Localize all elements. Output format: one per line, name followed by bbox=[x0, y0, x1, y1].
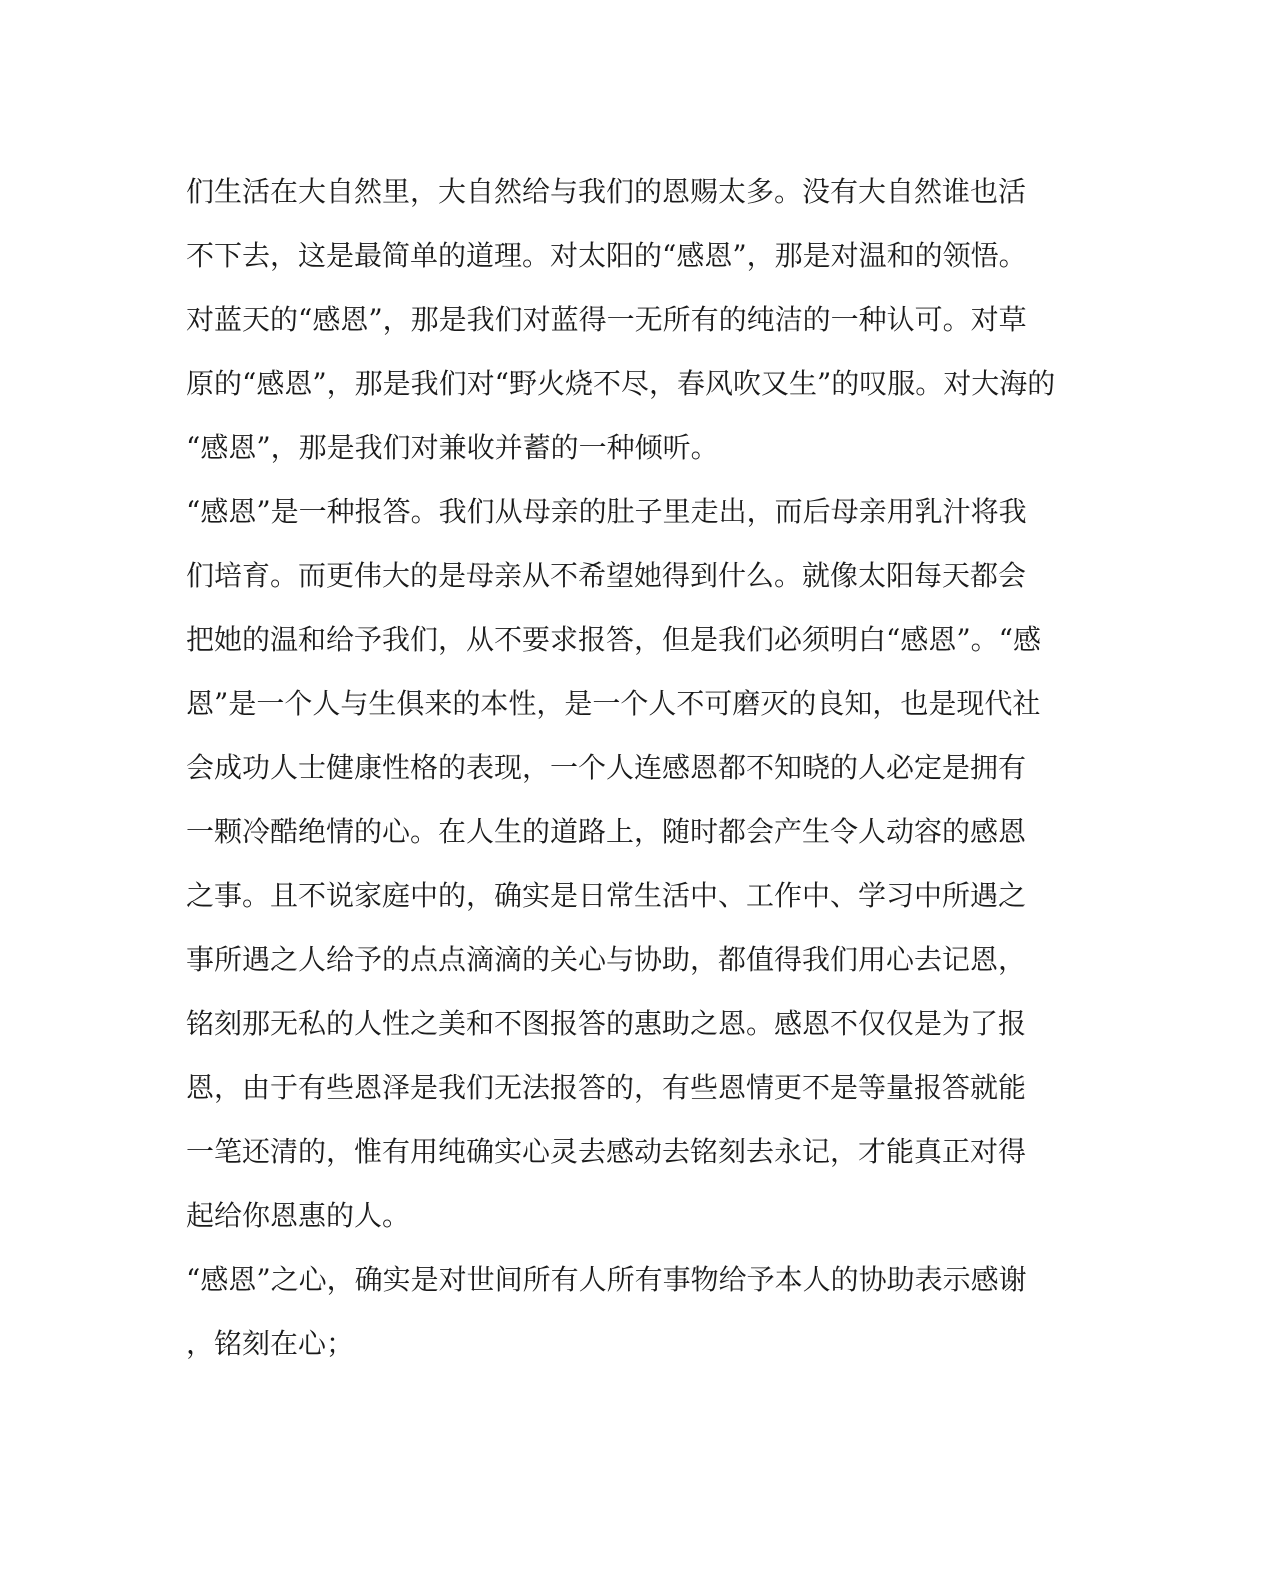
text-line: 们培育。而更伟大的是母亲从不希望她得到什么。就像太阳每天都会 bbox=[186, 559, 1027, 592]
text-line: “感恩”之心，确实是对世间所有人所有事物给予本人的协助表示感谢 bbox=[186, 1263, 1027, 1296]
text-line: 恩，由于有些恩泽是我们无法报答的，有些恩情更不是等量报答就能 bbox=[186, 1071, 1027, 1104]
text-line: 原的“感恩”，那是我们对“野火烧不尽，春风吹又生”的叹服。对大海的 bbox=[186, 367, 1056, 400]
text-line: 一颗冷酷绝情的心。在人生的道路上，随时都会产生令人动容的感恩 bbox=[186, 815, 1027, 848]
text-line: 一笔还清的，惟有用纯确实心灵去感动去铭刻去永记，才能真正对得 bbox=[186, 1135, 1027, 1168]
text-line: ，铭刻在心； bbox=[186, 1327, 355, 1360]
text-line: 恩”是一个人与生俱来的本性，是一个人不可磨灭的良知，也是现代社 bbox=[186, 687, 1041, 720]
text-line: “感恩”，那是我们对兼收并蓄的一种倾听。 bbox=[186, 431, 719, 464]
text-line: 不下去，这是最简单的道理。对太阳的“感恩”，那是对温和的领悟。 bbox=[186, 239, 1027, 272]
text-line: 会成功人士健康性格的表现，一个人连感恩都不知晓的人必定是拥有 bbox=[186, 751, 1027, 784]
text-line: 铭刻那无私的人性之美和不图报答的惠助之恩。感恩不仅仅是为了报 bbox=[186, 1007, 1027, 1040]
text-line: 把她的温和给予我们，从不要求报答，但是我们必须明白“感恩”。“感 bbox=[186, 623, 1041, 656]
text-line: 事所遇之人给予的点点滴滴的关心与协助，都值得我们用心去记恩， bbox=[186, 943, 1027, 976]
text-line: 起给你恩惠的人。 bbox=[186, 1199, 411, 1232]
text-line: 之事。且不说家庭中的，确实是日常生活中、工作中、学习中所遇之 bbox=[186, 879, 1027, 912]
text-line: 对蓝天的“感恩”，那是我们对蓝得一无所有的纯洁的一种认可。对草 bbox=[186, 303, 1027, 336]
body-text bbox=[186, 160, 1076, 1376]
text-line: 们生活在大自然里，大自然给与我们的恩赐太多。没有大自然谁也活 bbox=[186, 175, 1027, 208]
text-line: “感恩”是一种报答。我们从母亲的肚子里走出，而后母亲用乳汁将我 bbox=[186, 495, 1027, 528]
